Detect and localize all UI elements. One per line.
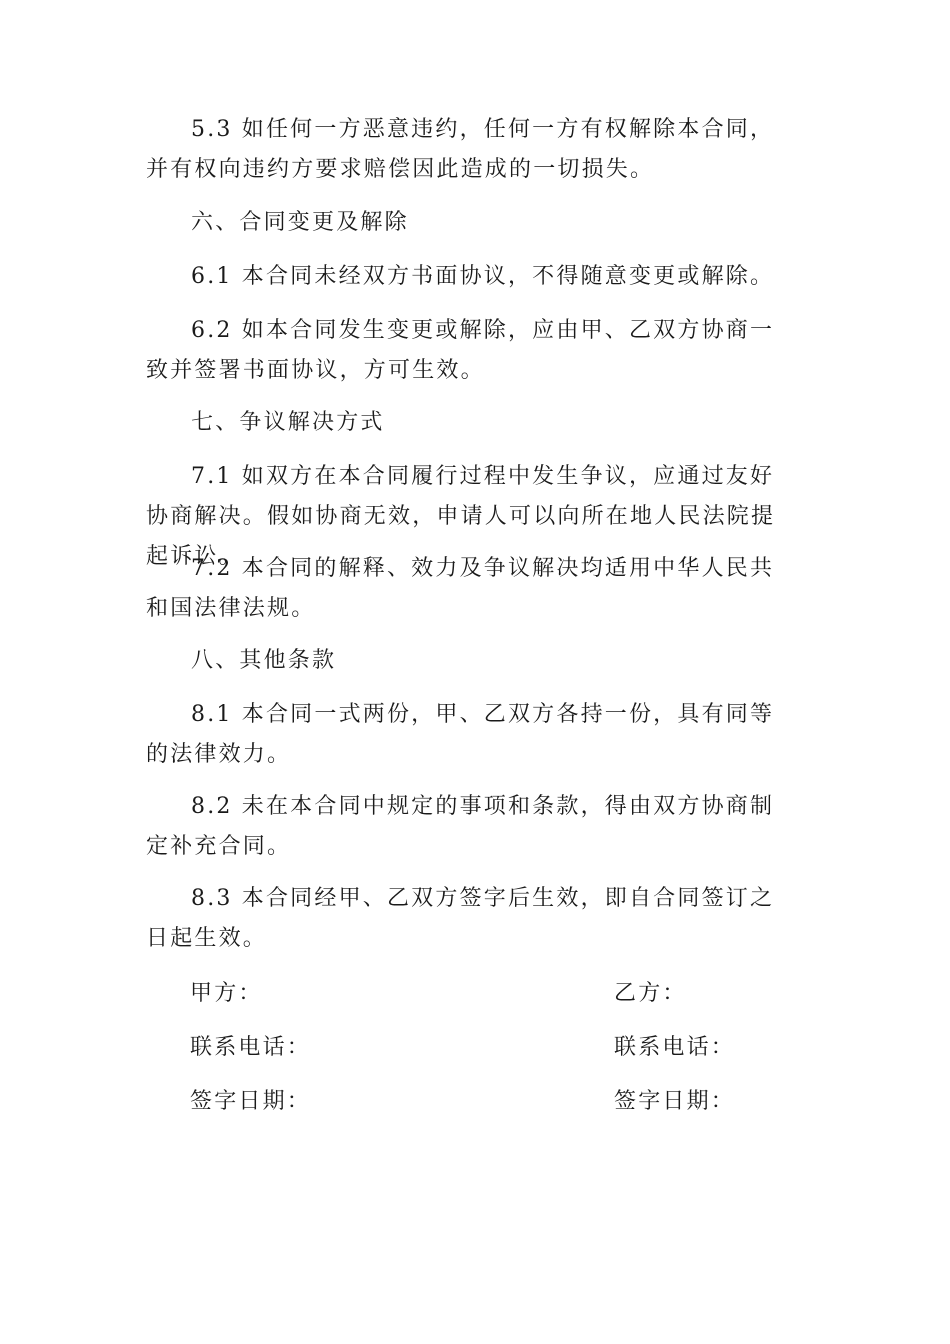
party-b-phone-label: 联系电话： [614, 1035, 736, 1060]
clause-7-2: 7.2 本合同的解释、效力及争议解决均适用中华人民共和国法律法规。 [146, 556, 775, 621]
clause-8-3: 8.3 本合同经甲、乙双方签字后生效，即自合同签订之日起生效。 [146, 886, 775, 951]
section-heading-7: 七、争议解决方式 [191, 410, 385, 435]
clause-5-3: 5.3 如任何一方恶意违约，任何一方有权解除本合同，并有权向违约方要求赔偿因此造成的一切损失。 [146, 117, 775, 182]
party-a-label: 甲方： [190, 981, 263, 1006]
clause-8-1: 8.1 本合同一式两份，甲、乙双方各持一份，具有同等的法律效力。 [146, 702, 775, 767]
party-b-label: 乙方： [614, 981, 687, 1006]
section-heading-6: 六、合同变更及解除 [191, 210, 409, 235]
clause-6-2: 6.2 如本合同发生变更或解除，应由甲、乙双方协商一致并签署书面协议，方可生效。 [146, 318, 775, 383]
section-heading-8: 八、其他条款 [191, 648, 337, 673]
party-b-date-label: 签字日期： [614, 1089, 736, 1114]
clause-6-1: 6.1 本合同未经双方书面协议，不得随意变更或解除。 [191, 264, 775, 289]
party-a-phone-label: 联系电话： [190, 1035, 312, 1060]
clause-7-1: 7.1 如双方在本合同履行过程中发生争议，应通过友好协商解决。假如协商无效，申请人可以向所在地人民法院提起诉讼。 [146, 464, 776, 569]
clause-8-2: 8.2 未在本合同中规定的事项和条款，得由双方协商制定补充合同。 [146, 794, 775, 859]
party-a-date-label: 签字日期： [190, 1089, 312, 1114]
